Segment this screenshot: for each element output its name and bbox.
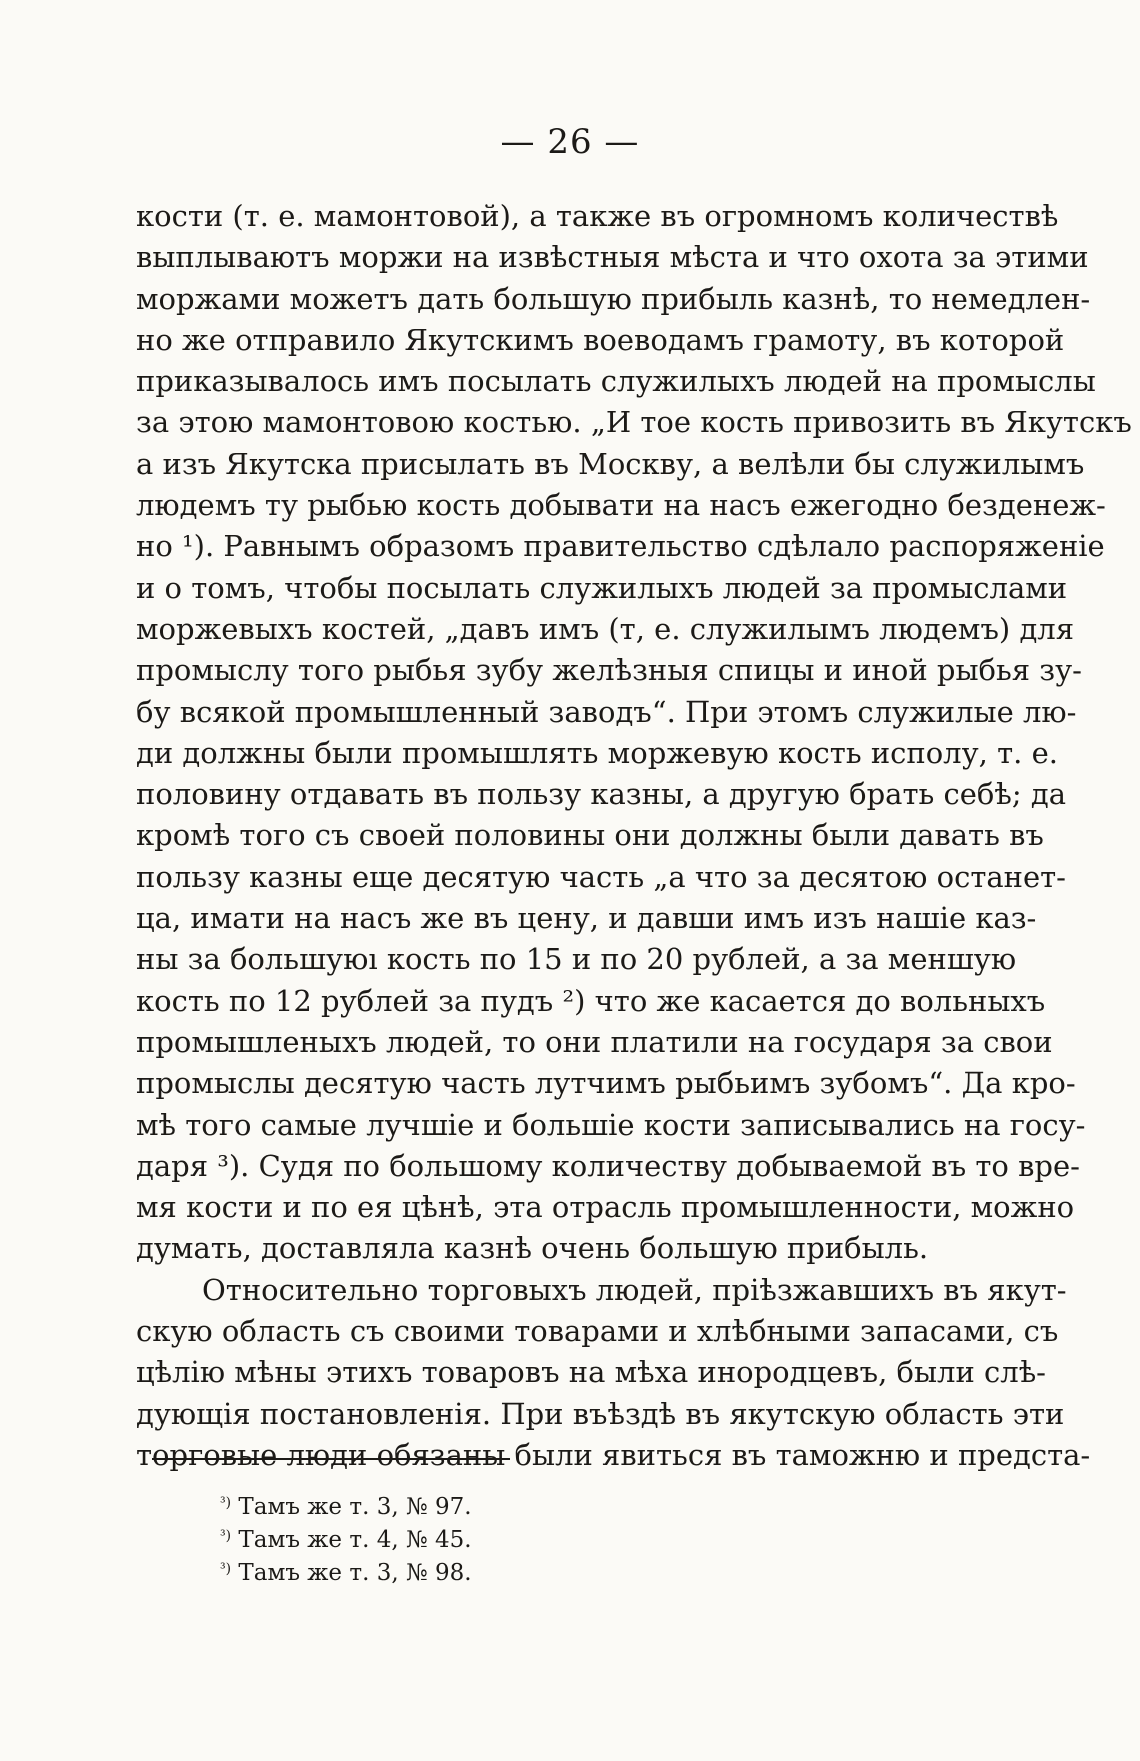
footnote-text: Тамъ же т. 4, № 45. <box>238 1527 472 1553</box>
text-line: дующія постановленія. При въѣздѣ въ якутскую область эти <box>136 1396 1065 1431</box>
footnote-divider <box>152 1458 510 1460</box>
text-line: кости (т. е. мамонтовой), а также въ огромномъ количествѣ <box>136 199 1059 233</box>
footnote-text: Тамъ же т. 3, № 98. <box>238 1560 472 1586</box>
text-line: выплываютъ моржи на извѣстныя мѣста и что охота за этими <box>136 240 1089 275</box>
text-line: людемъ ту рыбью кость добывати на насъ ежегодно безденеж- <box>136 488 1106 523</box>
footnote <box>220 1487 820 1520</box>
text-line: половину отдавать въ пользу казны, а другую брать себѣ; да <box>136 777 1066 812</box>
page-number: — 26 — <box>500 122 640 162</box>
text-line: ди должны были промышлять моржевую кость исполу, т. е. <box>136 735 1058 770</box>
text-line: мя кости и по ея цѣнѣ, эта отрасль промышленности, можно <box>136 1190 1075 1225</box>
text-line: ца, имати на насъ же въ цену, и давши имъ изъ нашіе каз- <box>136 901 1037 936</box>
text-line: скую область съ своими товарами и хлѣбными запасами, съ <box>136 1314 1059 1349</box>
text-line: кромѣ того съ своей половины они должны были давать въ <box>136 818 1044 853</box>
footnote <box>220 1553 820 1586</box>
text-line: даря ³). Судя по большому количеству добываемой въ то вре- <box>136 1148 1080 1183</box>
footnotes <box>220 1487 820 1586</box>
text-line: пользу казны еще десятую часть „а что за десятою останет- <box>136 859 1066 894</box>
text-line: приказывалось имъ посылать служилыхъ людей на промыслы <box>136 364 1096 399</box>
paragraph-start-line: Относительно торговыхъ людей, пріѣзжавшихъ въ якут- <box>202 1272 1067 1307</box>
footnote-mark: ³) <box>220 1495 232 1511</box>
text-line: промыслу того рыбья зубу желѣзныя спицы и иной рыбья зу- <box>136 653 1082 688</box>
text-line: и о томъ, чтобы посылать служилыхъ людей за промыслами <box>136 570 1068 605</box>
text-line: а изъ Якутска присылать въ Москву, а велѣли бы служилымъ <box>136 446 1085 481</box>
footnote <box>220 1520 820 1553</box>
text-line: но ¹). Равнымъ образомъ правительство сдѣлало распоряженіе <box>136 529 1105 564</box>
footnote-text: Тамъ же т. 3, № 97. <box>238 1494 472 1520</box>
paragraph-end-line: думать, доставляла казнѣ очень большую прибыль. <box>136 1231 929 1266</box>
text-line: кость по 12 рублей за пудъ ²) что же касается до вольныхъ <box>136 983 1046 1018</box>
text-line: мѣ того самые лучшіе и большіе кости записывались на госу- <box>136 1107 1086 1142</box>
footnote-mark: ³) <box>220 1561 232 1577</box>
footnote-mark: ³) <box>220 1528 232 1544</box>
text-line: ны за большуюı кость по 15 и по 20 рублей, а за меншую <box>136 942 1017 977</box>
text-line: торговые люди обязаны были явиться въ таможню и предста- <box>136 1437 1091 1472</box>
text-line: моржевыхъ костей, „давъ имъ (т, е. служилымъ людемъ) для <box>136 611 1075 646</box>
text-line: бу всякой промышленный заводъ“. При этомъ служилые лю- <box>136 694 1077 729</box>
text-line: моржами можетъ дать большую прибыль казнѣ, то немедлен- <box>136 281 1091 316</box>
body-text <box>136 196 1132 1476</box>
text-line: промыслы десятую часть лутчимъ рыбьимъ зубомъ“. Да кро- <box>136 1066 1076 1101</box>
text-line: цѣлію мѣны этихъ товаровъ на мѣха инородцевъ, были слѣ- <box>136 1355 1046 1390</box>
text-line: но же отправило Якутскимъ воеводамъ грамоту, въ которой <box>136 322 1065 357</box>
text-line: за этою мамонтовою костью. „И тое кость привозить въ Якутскъ <box>136 405 1132 440</box>
text-line: промышленыхъ людей, то они платили на государя за свои <box>136 1024 1053 1059</box>
